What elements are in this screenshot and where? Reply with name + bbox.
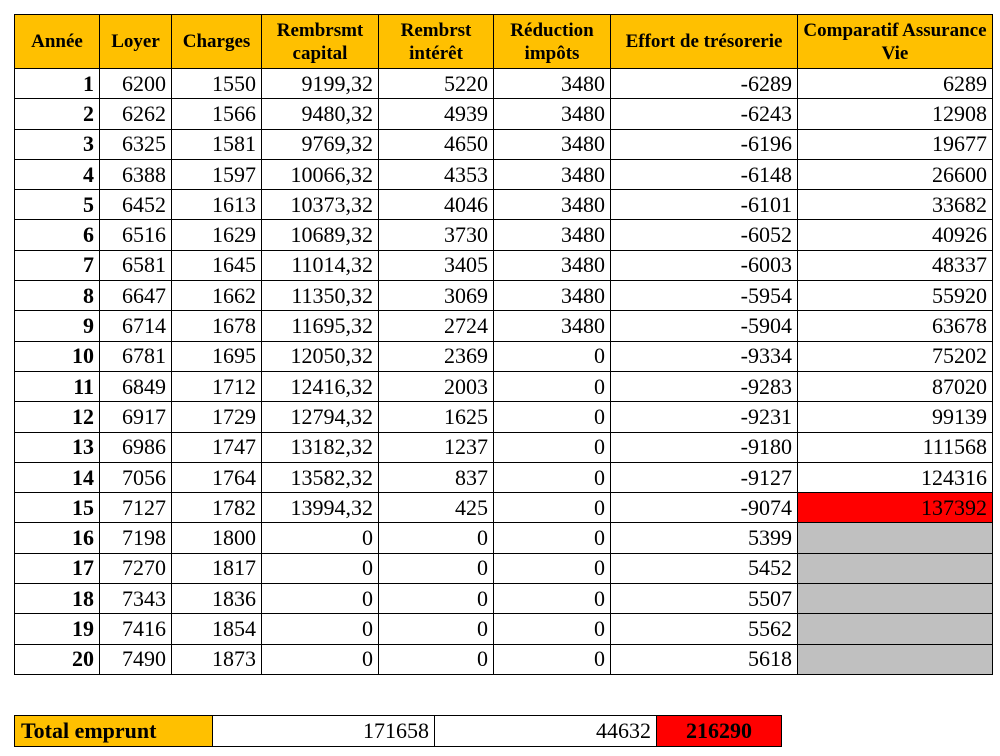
cell-annee: 20 [15,644,100,674]
cell-rembrst-interet: 4650 [379,129,494,159]
cell-reduction-impots: 3480 [494,129,611,159]
cell-comparatif-assurance-vie: 12908 [798,99,993,129]
cell-loyer: 6325 [100,129,172,159]
cell-reduction-impots: 0 [494,553,611,583]
cell-charges: 1817 [172,553,262,583]
cell-reduction-impots: 0 [494,432,611,462]
header-charges: Charges [172,15,262,69]
header-comparatif-assurance-vie: Comparatif Assurance Vie [798,15,993,69]
cell-rembrst-interet: 0 [379,523,494,553]
cell-rembrsmt-capital: 13994,32 [262,493,379,523]
cell-charges: 1747 [172,432,262,462]
cell-charges: 1597 [172,159,262,189]
cell-rembrsmt-capital: 13582,32 [262,462,379,492]
cell-loyer: 6849 [100,371,172,401]
table-row [15,159,993,189]
cell-comparatif-assurance-vie: 33682 [798,190,993,220]
cell-charges: 1854 [172,614,262,644]
table-body [15,69,993,675]
table-row [15,432,993,462]
cell-loyer: 6388 [100,159,172,189]
cell-rembrsmt-capital: 11350,32 [262,281,379,311]
cell-annee: 15 [15,493,100,523]
cell-annee: 17 [15,553,100,583]
cell-comparatif-assurance-vie [798,553,993,583]
cell-effort-tresorerie: 5618 [611,644,798,674]
cell-annee: 3 [15,129,100,159]
cell-annee: 11 [15,371,100,401]
cell-annee: 10 [15,341,100,371]
cell-charges: 1662 [172,281,262,311]
cell-reduction-impots: 0 [494,402,611,432]
cell-loyer: 7127 [100,493,172,523]
table-row [15,371,993,401]
total-sum: 216290 [657,716,782,747]
cell-charges: 1613 [172,190,262,220]
cell-comparatif-assurance-vie [798,614,993,644]
cell-effort-tresorerie: -6101 [611,190,798,220]
cell-charges: 1550 [172,69,262,99]
table-row [15,250,993,280]
cell-reduction-impots: 3480 [494,190,611,220]
header-rembrst-interet: Rembrst intérêt [379,15,494,69]
cell-annee: 14 [15,462,100,492]
cell-rembrst-interet: 1237 [379,432,494,462]
table-row [15,281,993,311]
cell-rembrsmt-capital: 12050,32 [262,341,379,371]
cell-rembrst-interet: 1625 [379,402,494,432]
cell-charges: 1678 [172,311,262,341]
cell-rembrst-interet: 0 [379,644,494,674]
table-row [15,614,993,644]
header-annee: Année [15,15,100,69]
cell-effort-tresorerie: -9127 [611,462,798,492]
cell-reduction-impots: 3480 [494,99,611,129]
cell-loyer: 6714 [100,311,172,341]
cell-loyer: 6781 [100,341,172,371]
cell-charges: 1873 [172,644,262,674]
cell-annee: 6 [15,220,100,250]
cell-reduction-impots: 0 [494,614,611,644]
cell-reduction-impots: 3480 [494,159,611,189]
cell-effort-tresorerie: -5954 [611,281,798,311]
cell-comparatif-assurance-vie [798,523,993,553]
total-interet: 44632 [435,716,657,747]
cell-charges: 1566 [172,99,262,129]
cell-annee: 19 [15,614,100,644]
cell-charges: 1836 [172,584,262,614]
cell-effort-tresorerie: -6289 [611,69,798,99]
cell-rembrsmt-capital: 10689,32 [262,220,379,250]
table-row [15,99,993,129]
cell-effort-tresorerie: -6243 [611,99,798,129]
cell-annee: 2 [15,99,100,129]
cell-effort-tresorerie: -6003 [611,250,798,280]
cell-reduction-impots: 3480 [494,69,611,99]
cell-rembrst-interet: 0 [379,553,494,583]
loan-table [14,14,993,675]
cell-annee: 8 [15,281,100,311]
total-table [14,715,782,747]
cell-rembrst-interet: 5220 [379,69,494,99]
cell-comparatif-assurance-vie: 111568 [798,432,993,462]
cell-loyer: 7198 [100,523,172,553]
cell-reduction-impots: 0 [494,523,611,553]
table-row [15,523,993,553]
cell-loyer: 7416 [100,614,172,644]
cell-rembrst-interet: 2003 [379,371,494,401]
table-row [15,311,993,341]
cell-comparatif-assurance-vie [798,584,993,614]
cell-comparatif-assurance-vie: 48337 [798,250,993,280]
cell-rembrst-interet: 3730 [379,220,494,250]
cell-comparatif-assurance-vie: 40926 [798,220,993,250]
cell-rembrsmt-capital: 0 [262,584,379,614]
header-reduction-impots: Réduction impôts [494,15,611,69]
cell-rembrsmt-capital: 12794,32 [262,402,379,432]
cell-charges: 1629 [172,220,262,250]
cell-rembrst-interet: 3405 [379,250,494,280]
cell-reduction-impots: 0 [494,493,611,523]
cell-charges: 1764 [172,462,262,492]
cell-annee: 7 [15,250,100,280]
cell-comparatif-assurance-vie: 124316 [798,462,993,492]
cell-annee: 16 [15,523,100,553]
cell-loyer: 6986 [100,432,172,462]
table-row [15,220,993,250]
cell-comparatif-assurance-vie: 99139 [798,402,993,432]
cell-rembrst-interet: 4046 [379,190,494,220]
cell-reduction-impots: 0 [494,584,611,614]
cell-rembrst-interet: 2724 [379,311,494,341]
cell-reduction-impots: 0 [494,644,611,674]
cell-effort-tresorerie: -9334 [611,341,798,371]
cell-effort-tresorerie: -9231 [611,402,798,432]
cell-reduction-impots: 3480 [494,220,611,250]
cell-effort-tresorerie: -6148 [611,159,798,189]
cell-annee: 9 [15,311,100,341]
cell-reduction-impots: 3480 [494,250,611,280]
table-row [15,553,993,583]
table-row [15,584,993,614]
cell-loyer: 7490 [100,644,172,674]
cell-annee: 4 [15,159,100,189]
cell-effort-tresorerie: -9074 [611,493,798,523]
cell-reduction-impots: 0 [494,371,611,401]
cell-rembrst-interet: 0 [379,584,494,614]
cell-effort-tresorerie: -9283 [611,371,798,401]
cell-loyer: 7270 [100,553,172,583]
cell-comparatif-assurance-vie: 63678 [798,311,993,341]
cell-reduction-impots: 3480 [494,281,611,311]
cell-reduction-impots: 3480 [494,311,611,341]
cell-loyer: 6516 [100,220,172,250]
cell-rembrst-interet: 837 [379,462,494,492]
cell-rembrsmt-capital: 11695,32 [262,311,379,341]
cell-effort-tresorerie: 5507 [611,584,798,614]
cell-comparatif-assurance-vie: 55920 [798,281,993,311]
cell-rembrsmt-capital: 0 [262,644,379,674]
table-header-row [15,15,993,69]
cell-annee: 18 [15,584,100,614]
cell-comparatif-assurance-vie: 75202 [798,341,993,371]
cell-annee: 1 [15,69,100,99]
cell-rembrsmt-capital: 0 [262,614,379,644]
cell-annee: 12 [15,402,100,432]
cell-rembrsmt-capital: 11014,32 [262,250,379,280]
total-row [15,716,782,747]
cell-comparatif-assurance-vie: 19677 [798,129,993,159]
table-row [15,644,993,674]
cell-comparatif-assurance-vie: 137392 [798,493,993,523]
cell-loyer: 6262 [100,99,172,129]
cell-rembrsmt-capital: 9769,32 [262,129,379,159]
cell-reduction-impots: 0 [494,462,611,492]
cell-rembrst-interet: 0 [379,614,494,644]
cell-effort-tresorerie: -6196 [611,129,798,159]
cell-charges: 1712 [172,371,262,401]
table-row [15,190,993,220]
total-label: Total emprunt [15,716,213,747]
table-row [15,462,993,492]
cell-rembrsmt-capital: 0 [262,553,379,583]
cell-effort-tresorerie: -9180 [611,432,798,462]
cell-comparatif-assurance-vie: 6289 [798,69,993,99]
table-row [15,69,993,99]
total-capital: 171658 [213,716,435,747]
table-row [15,493,993,523]
cell-rembrst-interet: 2369 [379,341,494,371]
cell-effort-tresorerie: 5399 [611,523,798,553]
table-row [15,402,993,432]
cell-loyer: 6647 [100,281,172,311]
cell-loyer: 6452 [100,190,172,220]
cell-comparatif-assurance-vie [798,644,993,674]
cell-effort-tresorerie: 5562 [611,614,798,644]
cell-rembrst-interet: 4939 [379,99,494,129]
cell-effort-tresorerie: -6052 [611,220,798,250]
cell-effort-tresorerie: 5452 [611,553,798,583]
cell-rembrsmt-capital: 9480,32 [262,99,379,129]
table-row [15,341,993,371]
cell-rembrst-interet: 3069 [379,281,494,311]
header-loyer: Loyer [100,15,172,69]
cell-comparatif-assurance-vie: 87020 [798,371,993,401]
cell-rembrsmt-capital: 9199,32 [262,69,379,99]
cell-rembrsmt-capital: 13182,32 [262,432,379,462]
cell-charges: 1782 [172,493,262,523]
cell-loyer: 6917 [100,402,172,432]
cell-charges: 1695 [172,341,262,371]
cell-annee: 13 [15,432,100,462]
header-rembrsmt-capital: Rembrsmt capital [262,15,379,69]
table-row [15,129,993,159]
cell-rembrsmt-capital: 10066,32 [262,159,379,189]
cell-rembrsmt-capital: 0 [262,523,379,553]
cell-loyer: 7343 [100,584,172,614]
cell-reduction-impots: 0 [494,341,611,371]
cell-comparatif-assurance-vie: 26600 [798,159,993,189]
cell-charges: 1645 [172,250,262,280]
cell-annee: 5 [15,190,100,220]
cell-charges: 1581 [172,129,262,159]
cell-rembrst-interet: 425 [379,493,494,523]
cell-rembrst-interet: 4353 [379,159,494,189]
cell-charges: 1800 [172,523,262,553]
cell-loyer: 6581 [100,250,172,280]
cell-charges: 1729 [172,402,262,432]
cell-loyer: 6200 [100,69,172,99]
cell-effort-tresorerie: -5904 [611,311,798,341]
cell-rembrsmt-capital: 10373,32 [262,190,379,220]
cell-rembrsmt-capital: 12416,32 [262,371,379,401]
cell-loyer: 7056 [100,462,172,492]
header-effort-tresorerie: Effort de trésorerie [611,15,798,69]
